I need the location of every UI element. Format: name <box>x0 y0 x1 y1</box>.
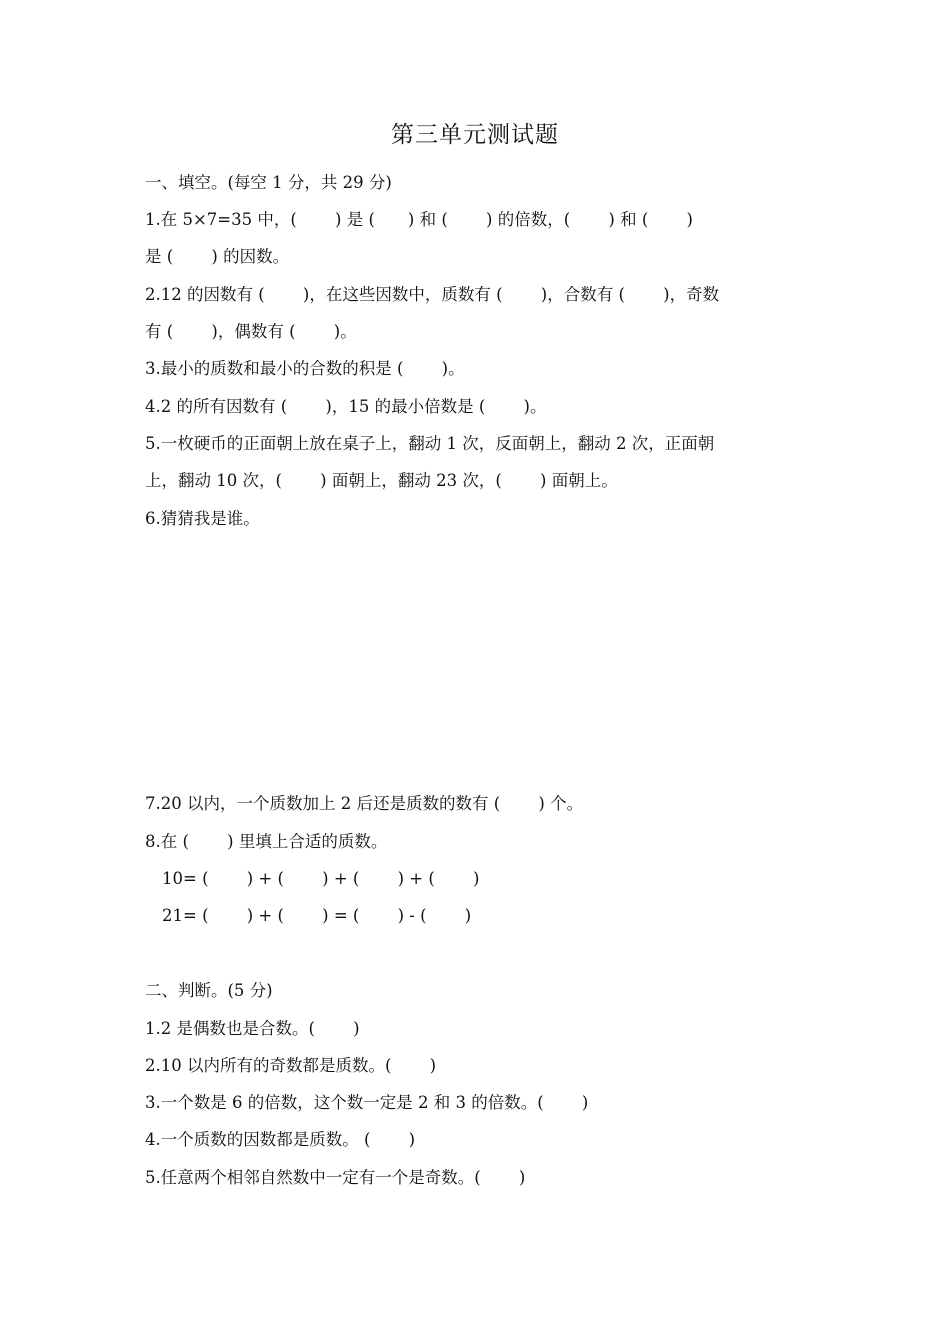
q1-line2: 是 ( ) 的因数。 <box>145 247 290 266</box>
judge-1: 1.2 是偶数也是合数。( ) <box>145 1019 360 1038</box>
section1-heading: 一、填空。(每空 1 分，共 29 分) <box>145 173 392 192</box>
q8-equation-2: 21= ( ) + ( ) = ( ) - ( ) <box>162 906 472 925</box>
q8-equation-1: 10= ( ) + ( ) + ( ) + ( ) <box>162 869 480 888</box>
q3-line: 3.最小的质数和最小的合数的积是 ( )。 <box>145 359 465 378</box>
judge-4: 4.一个质数的因数都是质数。 ( ) <box>145 1130 416 1149</box>
section2-heading: 二、判断。(5 分) <box>145 981 273 1000</box>
q7-line: 7.20 以内，一个质数加上 2 后还是质数的数有 ( ) 个。 <box>145 794 584 813</box>
page-title: 第三单元测试题 <box>391 122 559 148</box>
q8-line: 8.在 ( ) 里填上合适的质数。 <box>145 832 388 851</box>
judge-3: 3.一个数是 6 的倍数，这个数一定是 2 和 3 的倍数。( ) <box>145 1093 589 1112</box>
q2-line1: 2.12 的因数有 ( )，在这些因数中，质数有 ( )，合数有 ( )，奇数 <box>145 285 720 304</box>
q1-line1: 1.在 5×7=35 中，( ) 是 ( ) 和 ( ) 的倍数，( ) 和 ( ) <box>145 210 693 229</box>
judge-2: 2.10 以内所有的奇数都是质数。( ) <box>145 1056 437 1075</box>
judge-5: 5.任意两个相邻自然数中一定有一个是奇数。( ) <box>145 1168 526 1187</box>
q4-line: 4.2 的所有因数有 ( )，15 的最小倍数是 ( )。 <box>145 397 547 416</box>
q2-line2: 有 ( )，偶数有 ( )。 <box>145 322 357 341</box>
q5-line1: 5.一枚硬币的正面朝上放在桌子上，翻动 1 次，反面朝上，翻动 2 次，正面朝 <box>145 434 715 453</box>
q6-line: 6.猜猜我是谁。 <box>145 509 260 528</box>
q5-line2: 上，翻动 10 次，( ) 面朝上，翻动 23 次，( ) 面朝上。 <box>145 471 618 490</box>
